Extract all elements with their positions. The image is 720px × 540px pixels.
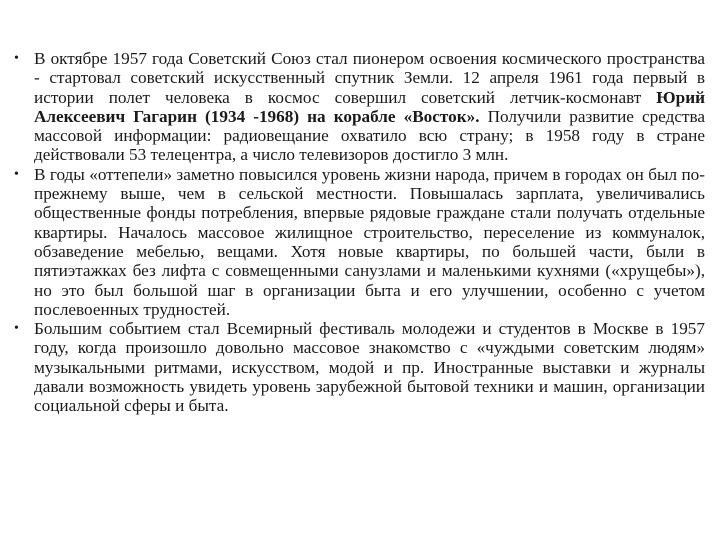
paragraph-youth-festival: [14, 319, 705, 415]
paragraph-text: Большим событием стал Всемирный фестиваль молодежи и студентов в Москве в 1957 году, когда произошло довольно массовое знакомство с «чуждыми советским людям» музыкальными ритмами, искусством, модой и пр. Иностранные выставки и журналы давали возможность увидеть уровень зарубежной бытовой техники и машин, организации социальной сферы и быта.: [34, 319, 705, 416]
bullet-icon: •: [14, 166, 19, 182]
paragraph-thaw-living-standards: [14, 165, 705, 319]
bullet-list: [14, 49, 705, 416]
paragraph-space-history: [14, 49, 705, 165]
bullet-icon: •: [14, 51, 19, 66]
paragraph-text: В октябре 1957 года Советский Союз стал пионером освоения космического пространства - стартовал советский искусственный спутник Земли. 12 апреля 1961 года первый в истории полет человека в космос совершил советский летчик-космонавт: [34, 49, 705, 107]
bullet-icon: •: [14, 321, 19, 337]
paragraph-text: В годы «оттепели» заметно повысился уровень жизни народа, причем в городах он был по-прежнему выше, чем в сельской местности. Повышалась зарплата, увеличивались общественные фонды потребления, впервые рядовые граждане стали получать отдельные квартиры. Началось массовое жилищное строительство, переселение из коммуналок, обзаведение мебелью, вещами. Хотя новые квартиры, по большей части, были в пятиэтажках без лифта с совмещенными санузлами и маленькими кухнями («хрущебы»), но это был большой шаг в организации быта и его улучшении, особенно с учетом послевоенных трудностей.: [34, 164, 705, 319]
paragraph-text: Получили развитие средства массовой информации: радиовещание охватило всю страну; в 1958 году в стране действовали 53 телецентра, а число телевизоров достигло 3 млн.: [34, 106, 705, 165]
gagarin-bold-text: Юрий Алексеевич Гагарин (1934 -1968) на корабле «Восток».: [34, 87, 705, 126]
